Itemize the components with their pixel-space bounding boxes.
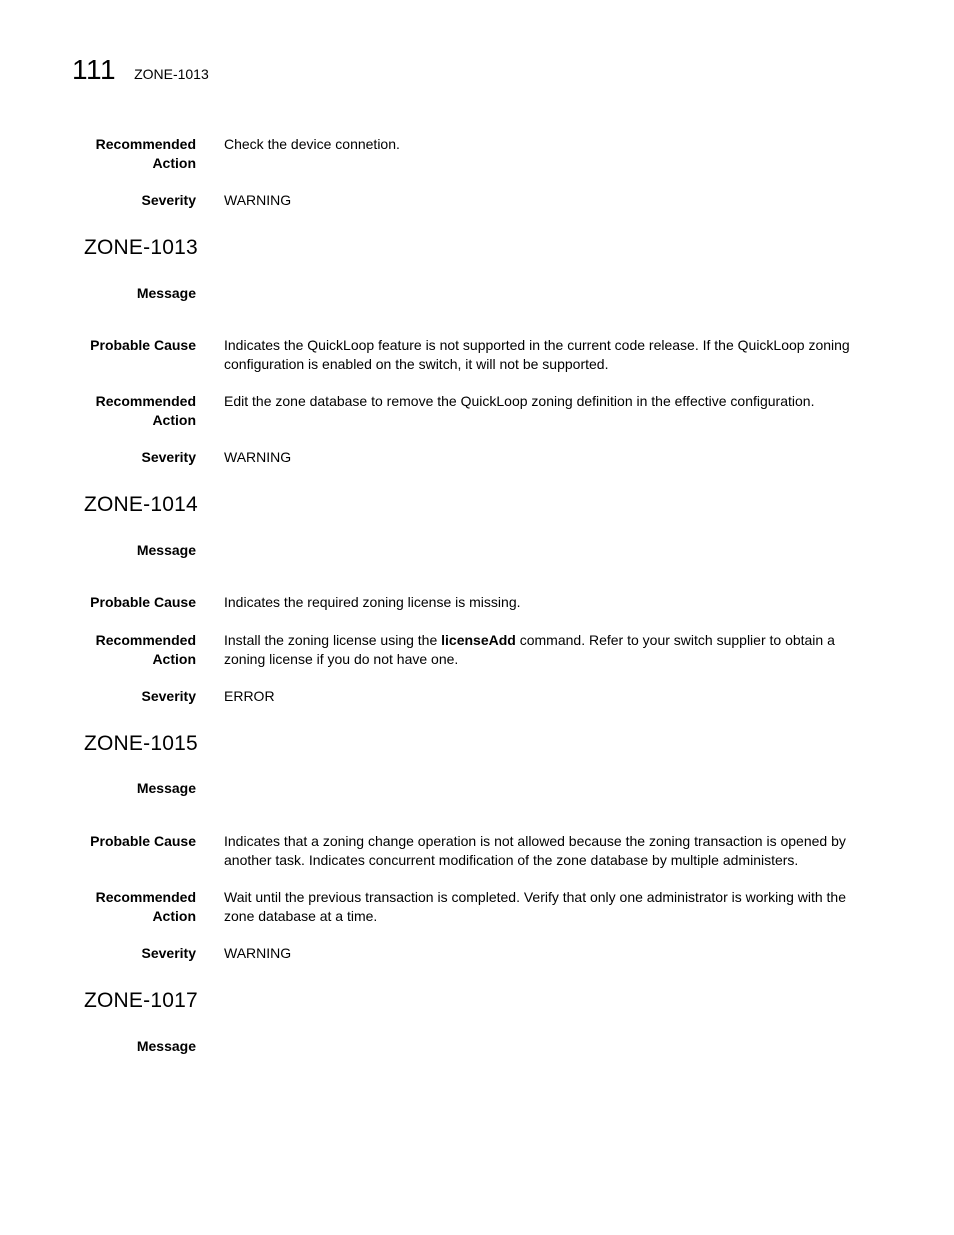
severity-value: WARNING [224,449,292,465]
recommended-action-label: Recommended Action [95,393,196,428]
severity-value: ERROR [224,688,275,704]
severity-label: Severity [141,449,196,465]
probable-cause-label: Probable Cause [90,337,196,353]
recommended-action-label: Recommended Action [95,632,196,667]
severity-label: Severity [141,945,196,961]
message-label: Message [136,542,196,558]
message-label: Message [136,780,196,796]
page-header [72,54,209,86]
probable-cause-label: Probable Cause [90,594,196,610]
message-label: Message [136,285,196,301]
section-title-zone-1013: ZONE-1013 [84,236,198,259]
recommended-action-label: Recommended Action [95,889,196,924]
probable-cause-text: Indicates that a zoning change operation is not allowed because the zoning transaction is opened by another task. Indicates concurrent modification of the zone database by multiple administers. [224,833,846,868]
severity-label: Severity [141,192,196,208]
recommended-action-text: Edit the zone database to remove the QuickLoop zoning definition in the effective configuration. [224,393,815,409]
severity-value: WARNING [224,945,292,961]
recommended-action-text: Install the zoning license using the licenseAdd command. Refer to your switch supplier to obtain a zoning license if you do not have one. [224,632,835,667]
probable-cause-text: Indicates the required zoning license is missing. [224,594,521,610]
section-title-zone-1014: ZONE-1014 [84,493,198,516]
page-number: 111 [72,54,117,85]
probable-cause-label: Probable Cause [90,833,196,849]
recommended-action-text: Check the device connetion. [224,136,400,152]
section-title-zone-1015: ZONE-1015 [84,732,198,755]
section-title-zone-1017: ZONE-1017 [84,989,198,1012]
recommended-action-text: Wait until the previous transaction is completed. Verify that only one administrator is working with the zone database at a time. [224,889,846,924]
severity-value: WARNING [224,192,292,208]
severity-label: Severity [141,688,196,704]
running-title: ZONE-1013 [134,66,209,82]
message-label: Message [136,1038,196,1054]
probable-cause-text: Indicates the QuickLoop feature is not supported in the current code release. If the QuickLoop zoning configuration is enabled on the switch, it will not be supported. [224,337,850,372]
command-name: licenseAdd [441,632,516,648]
recommended-action-label: Recommended Action [95,136,196,171]
